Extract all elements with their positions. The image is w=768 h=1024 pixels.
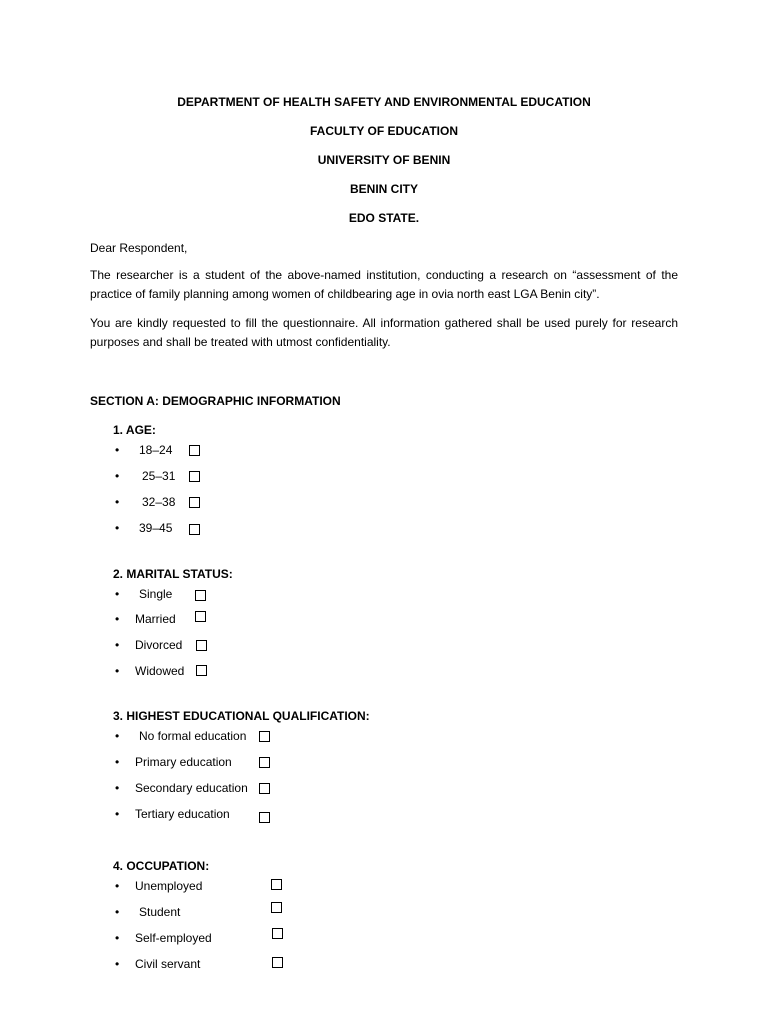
checkbox-age-25-31[interactable]: [189, 471, 200, 482]
checkbox-married[interactable]: [195, 611, 206, 622]
checkbox-divorced[interactable]: [196, 640, 207, 651]
option-student: Student: [139, 905, 181, 919]
department-heading: DEPARTMENT OF HEALTH SAFETY AND ENVIRONMENTAL EDUCATION: [177, 95, 591, 109]
option-unemployed: Unemployed: [135, 879, 203, 893]
bullet-icon: •: [115, 729, 120, 743]
section-a-title: SECTION A: DEMOGRAPHIC INFORMATION: [90, 394, 341, 408]
bullet-icon: •: [115, 807, 120, 821]
checkbox-age-18-24[interactable]: [189, 445, 200, 456]
checkbox-widowed[interactable]: [196, 665, 207, 676]
salutation: Dear Respondent,: [90, 241, 188, 255]
bullet-icon: •: [115, 879, 120, 893]
checkbox-unemployed[interactable]: [271, 879, 282, 890]
bullet-icon: •: [115, 664, 120, 678]
option-age-39-45: 39–45: [139, 521, 173, 535]
bullet-icon: •: [115, 443, 120, 457]
checkbox-age-32-38[interactable]: [189, 497, 200, 508]
question-occupation-label: 4. OCCUPATION:: [113, 859, 210, 873]
bullet-icon: •: [115, 781, 120, 795]
university-heading: UNIVERSITY OF BENIN: [317, 153, 451, 167]
bullet-icon: •: [115, 755, 120, 769]
option-married: Married: [135, 612, 176, 626]
question-marital-status-label: 2. MARITAL STATUS:: [113, 567, 233, 581]
intro-paragraph: The researcher is a student of the above-named institution, conducting a research on “assessment of the practice of family planning among women of childbearing age in ovia north east LGA Benin city”.: [90, 268, 678, 301]
bullet-icon: •: [115, 521, 120, 535]
option-divorced: Divorced: [135, 638, 183, 652]
checkbox-self-employed[interactable]: [272, 928, 283, 939]
checkbox-civil-servant[interactable]: [272, 957, 283, 968]
option-age-25-31: 25–31: [142, 469, 176, 483]
request-paragraph: You are kindly requested to fill the questionnaire. All information gathered shall be used purely for research purposes and shall be treated with utmost confidentiality.: [90, 316, 678, 349]
bullet-icon: •: [115, 469, 120, 483]
option-age-32-38: 32–38: [142, 495, 176, 509]
state-heading: EDO STATE.: [348, 211, 420, 225]
city-heading: BENIN CITY: [349, 182, 418, 196]
option-self-employed: Self-employed: [135, 931, 212, 945]
bullet-icon: •: [115, 587, 120, 601]
bullet-icon: •: [115, 931, 120, 945]
question-age-label: 1. AGE:: [113, 423, 156, 437]
option-age-18-24: 18–24: [139, 443, 173, 457]
checkbox-tertiary-education[interactable]: [259, 812, 270, 823]
option-no-formal-education: No formal education: [139, 729, 247, 743]
option-widowed: Widowed: [135, 664, 185, 678]
bullet-icon: •: [115, 612, 120, 626]
checkbox-student[interactable]: [271, 902, 282, 913]
option-primary-education: Primary education: [135, 755, 232, 769]
faculty-heading: FACULTY OF EDUCATION: [310, 124, 458, 138]
bullet-icon: •: [115, 905, 120, 919]
checkbox-secondary-education[interactable]: [259, 783, 270, 794]
checkbox-age-39-45[interactable]: [189, 524, 200, 535]
option-secondary-education: Secondary education: [135, 781, 248, 795]
option-tertiary-education: Tertiary education: [135, 807, 230, 821]
question-education-label: 3. HIGHEST EDUCATIONAL QUALIFICATION:: [113, 709, 370, 723]
bullet-icon: •: [115, 495, 120, 509]
bullet-icon: •: [115, 957, 120, 971]
option-civil-servant: Civil servant: [135, 957, 201, 971]
checkbox-single[interactable]: [195, 590, 206, 601]
checkbox-primary-education[interactable]: [259, 757, 270, 768]
bullet-icon: •: [115, 638, 120, 652]
checkbox-no-formal-education[interactable]: [259, 731, 270, 742]
option-single: Single: [139, 587, 173, 601]
